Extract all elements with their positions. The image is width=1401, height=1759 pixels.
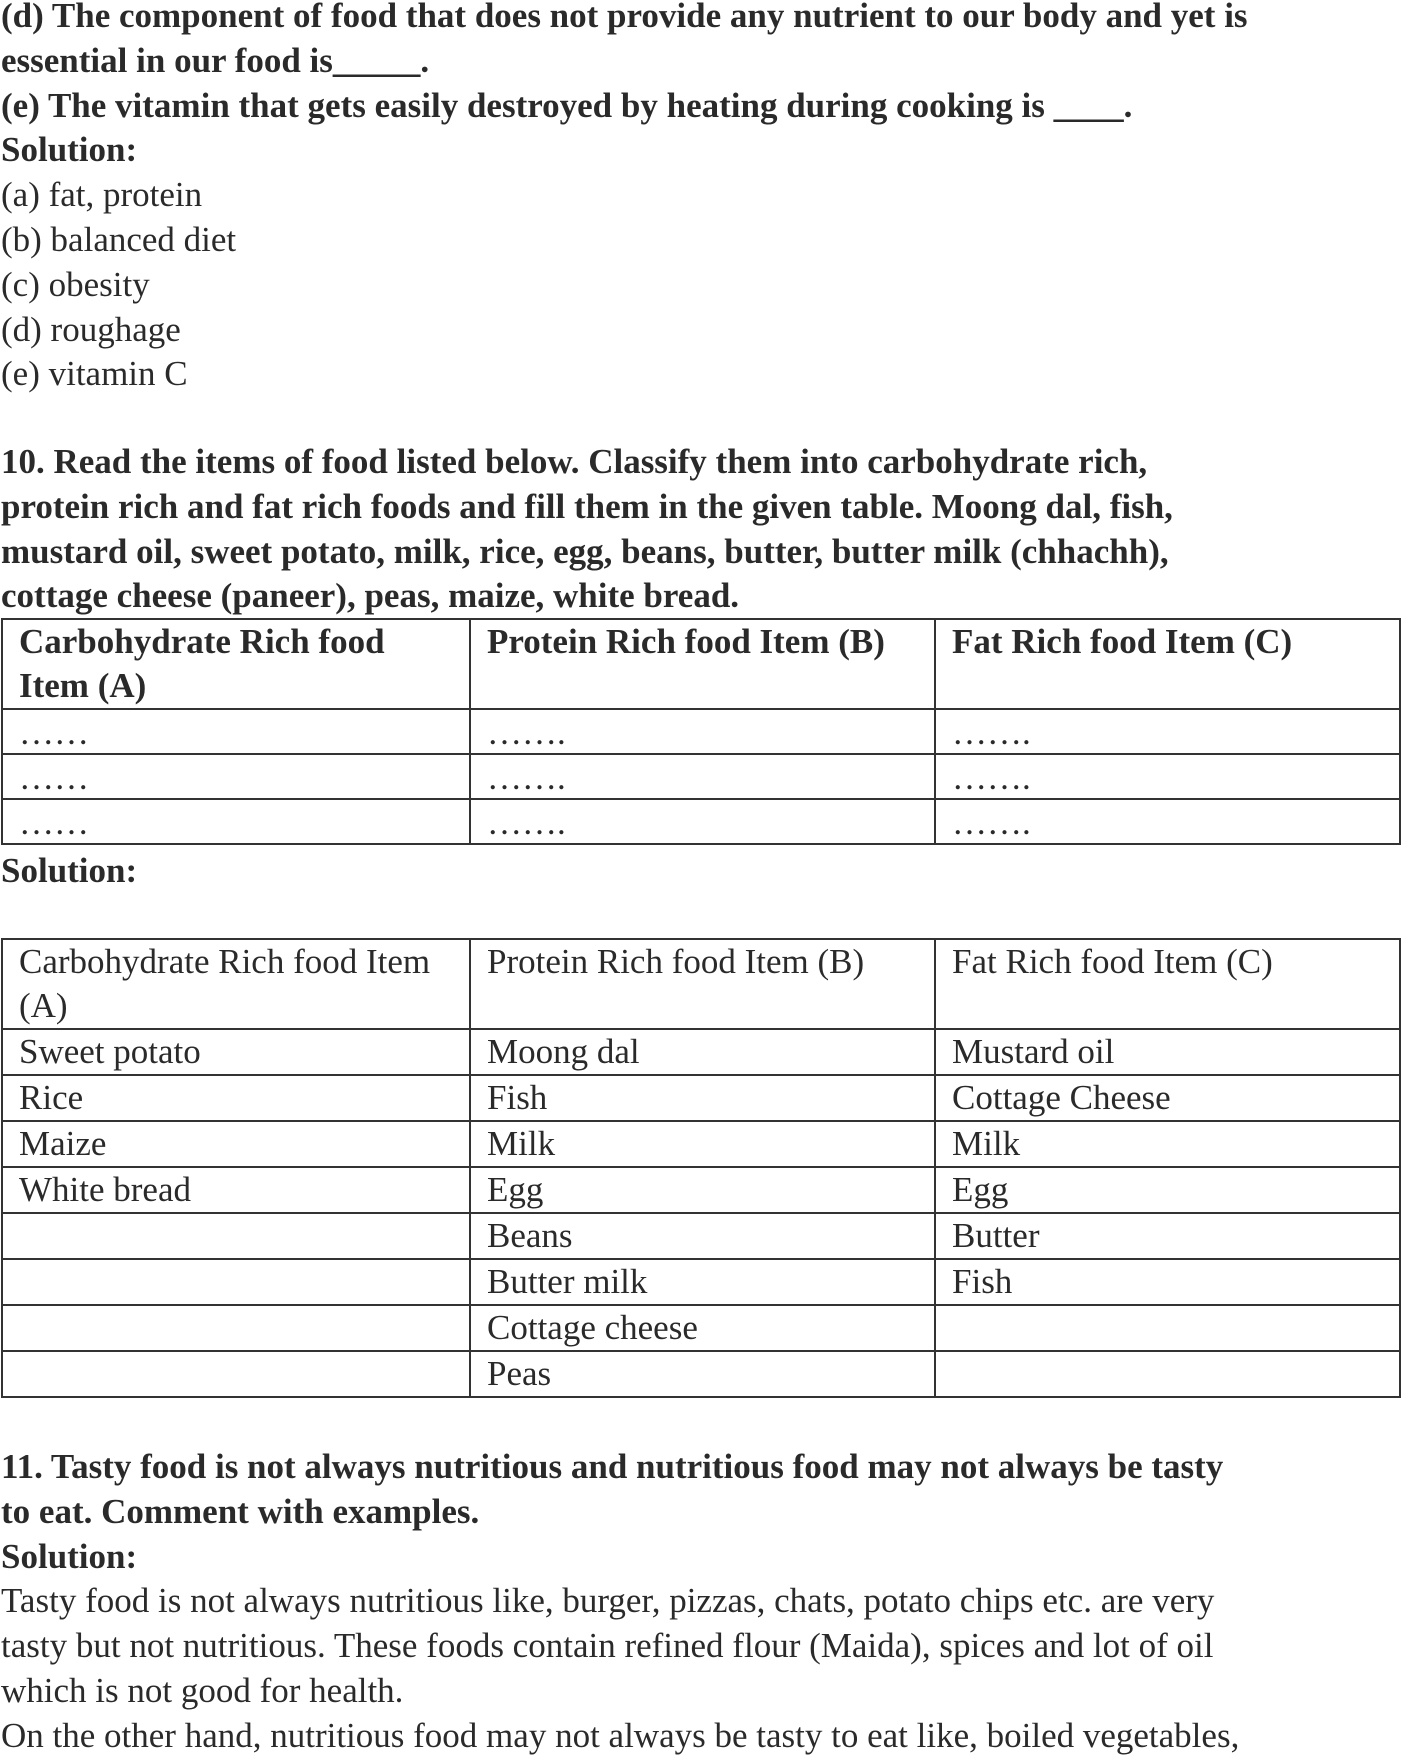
answer-line: (a) fat, protein: [1, 175, 203, 215]
table-cell: …….: [935, 709, 1400, 754]
blank-classification-table: [1, 618, 1401, 845]
header-cell: Carbohydrate Rich food Item (A): [2, 619, 470, 709]
table-row: [2, 1167, 1400, 1213]
table-cell: Egg: [470, 1167, 935, 1213]
answer-line: (b) balanced diet: [1, 219, 237, 259]
solution-label: Solution:: [1, 1536, 138, 1576]
table-row: [2, 799, 1400, 844]
table-cell: Egg: [935, 1167, 1400, 1213]
table-cell: White bread: [2, 1167, 470, 1213]
table-cell: Cottage Cheese: [935, 1075, 1400, 1121]
answer-line: Tasty food is not always nutritious like, burger, pizzas, chats, potato chips etc. are very: [1, 1581, 1215, 1621]
table-cell: [2, 1213, 470, 1259]
table-cell: Mustard oil: [935, 1029, 1400, 1075]
table-row: [2, 709, 1400, 754]
table-row: [2, 1075, 1400, 1121]
table-row: [2, 1259, 1400, 1305]
question-line: essential in our food is_____.: [1, 40, 430, 80]
answer-line: (d) roughage: [1, 309, 181, 349]
table-cell: Milk: [935, 1121, 1400, 1167]
question-11: [1, 1445, 1401, 1759]
table-cell: [935, 1305, 1400, 1351]
table-cell: Fish: [470, 1075, 935, 1121]
question-line: (d) The component of food that does not provide any nutrient to our body and yet is: [1, 0, 1248, 35]
table-cell: …….: [470, 754, 935, 799]
answer-line: which is not good for health.: [1, 1670, 404, 1710]
table-cell: Butter milk: [470, 1259, 935, 1305]
question-line: to eat. Comment with examples.: [1, 1491, 480, 1531]
solution-label: Solution:: [1, 130, 138, 170]
question-10: [1, 440, 1401, 619]
table-cell: [2, 1351, 470, 1397]
table-row: [2, 754, 1400, 799]
header-cell: Protein Rich food Item (B): [470, 619, 935, 709]
table-cell: …….: [935, 799, 1400, 844]
table-cell: Milk: [470, 1121, 935, 1167]
table-cell: Maize: [2, 1121, 470, 1167]
table-cell: [935, 1351, 1400, 1397]
table-row: [2, 1305, 1400, 1351]
table-cell: …….: [470, 799, 935, 844]
header-cell: Fat Rich food Item (C): [935, 939, 1400, 1029]
answer-line: tasty but not nutritious. These foods contain refined flour (Maida), spices and lot of oil: [1, 1626, 1214, 1666]
table-cell: Rice: [2, 1075, 470, 1121]
question-9-tail: [1, 0, 1401, 397]
header-cell: Carbohydrate Rich food Item (A): [2, 939, 470, 1029]
table-cell: [2, 1259, 470, 1305]
answer-line: (e) vitamin C: [1, 354, 188, 394]
solution-label: Solution:: [1, 851, 138, 890]
table-cell: …….: [470, 709, 935, 754]
table-cell: …….: [935, 754, 1400, 799]
table-cell: ……: [2, 709, 470, 754]
question-line: (e) The vitamin that gets easily destroyed by heating during cooking is ____.: [1, 85, 1133, 125]
table-cell: Sweet potato: [2, 1029, 470, 1075]
table-row: [2, 1029, 1400, 1075]
table-cell: [2, 1305, 470, 1351]
table-header-row: [2, 939, 1400, 1029]
table-cell: ……: [2, 754, 470, 799]
header-cell: Protein Rich food Item (B): [470, 939, 935, 1029]
table-cell: Butter: [935, 1213, 1400, 1259]
q10-solution-label-block: [1, 849, 1401, 894]
table-cell: Peas: [470, 1351, 935, 1397]
table-row: [2, 1351, 1400, 1397]
question-line: protein rich and fat rich foods and fill them in the given table. Moong dal, fish,: [1, 486, 1173, 526]
question-line: 10. Read the items of food listed below. Classify them into carbohydrate rich,: [1, 442, 1148, 481]
question-line: cottage cheese (paneer), peas, maize, white bread.: [1, 576, 740, 616]
table-cell: Cottage cheese: [470, 1305, 935, 1351]
question-line: 11. Tasty food is not always nutritious and nutritious food may not always be tasty: [1, 1447, 1224, 1486]
table-cell: Fish: [935, 1259, 1400, 1305]
table-header-row: [2, 619, 1400, 709]
table-row: [2, 1121, 1400, 1167]
question-line: mustard oil, sweet potato, milk, rice, egg, beans, butter, butter milk (chhachh),: [1, 531, 1169, 571]
answer-line: On the other hand, nutritious food may not always be tasty to eat like, boiled vegetables,: [1, 1715, 1240, 1755]
answer-line: (c) obesity: [1, 264, 150, 304]
header-cell: Fat Rich food Item (C): [935, 619, 1400, 709]
table-cell: Beans: [470, 1213, 935, 1259]
table-cell: ……: [2, 799, 470, 844]
solution-classification-table: [1, 938, 1401, 1398]
table-cell: Moong dal: [470, 1029, 935, 1075]
table-row: [2, 1213, 1400, 1259]
